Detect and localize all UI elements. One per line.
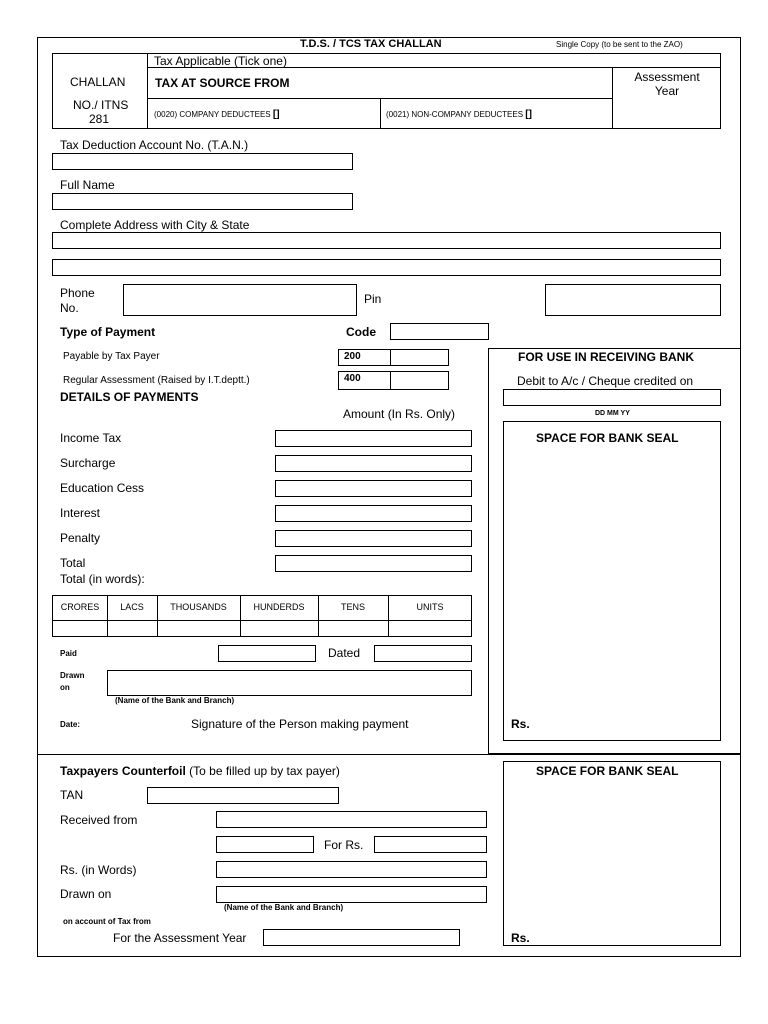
- counterfoil-tan-input[interactable]: [147, 787, 339, 804]
- denomination-header: HUNDERDS: [253, 602, 305, 613]
- code-label: Code: [346, 325, 376, 339]
- counterfoil-assessment-year-input[interactable]: [263, 929, 460, 946]
- counterfoil-bank-seal-box: [503, 761, 721, 946]
- dated-input[interactable]: [374, 645, 472, 662]
- counterfoil-bank-seal-label: SPACE FOR BANK SEAL: [536, 764, 679, 778]
- tax-applicable-label: Tax Applicable (Tick one): [154, 54, 287, 68]
- itns-number: 281: [89, 112, 110, 126]
- total-label: Total: [60, 556, 86, 570]
- counterfoil-tan-label: TAN: [60, 788, 84, 802]
- assessment-year-label: Assessment Year: [634, 70, 700, 98]
- denomination-header: UNITS: [416, 602, 444, 613]
- education-cess-label: Education Cess: [60, 481, 145, 495]
- date-format-label: DD MM YY: [595, 410, 630, 417]
- for-rs-input[interactable]: [374, 836, 487, 853]
- date-label: Date:: [60, 720, 81, 729]
- dated-label: Dated: [328, 646, 361, 660]
- header-divider: [612, 67, 613, 129]
- on-account-label: on account of Tax from: [63, 917, 151, 926]
- company-tick-box[interactable]: []: [272, 109, 280, 120]
- type-of-payment-heading: Type of Payment: [60, 325, 156, 339]
- denomination-header: LACS: [120, 602, 144, 613]
- denomination-header: THOUSANDS: [170, 602, 227, 613]
- received-from-input-line-2[interactable]: [216, 836, 314, 853]
- education-cess-input[interactable]: [275, 480, 472, 497]
- total-input[interactable]: [275, 555, 472, 572]
- interest-label: Interest: [60, 506, 101, 520]
- denomination-header: TENS: [340, 602, 365, 613]
- address-input-line-1[interactable]: [52, 232, 721, 249]
- phone-label: Phone: [60, 286, 95, 300]
- code-200-value: 200: [344, 351, 361, 362]
- itns-label: NO./ ITNS: [73, 98, 129, 112]
- counterfoil-bank-branch-note: (Name of the Bank and Branch): [224, 903, 344, 912]
- income-tax-label: Income Tax: [60, 431, 122, 445]
- header-divider: [380, 98, 381, 129]
- bank-seal-label: SPACE FOR BANK SEAL: [536, 431, 679, 445]
- drawn-on-input[interactable]: [107, 670, 472, 696]
- tan-label: Tax Deduction Account No. (T.A.N.): [60, 138, 249, 152]
- company-deductees-option[interactable]: (0020) COMPANY DEDUCTEES []: [154, 109, 280, 120]
- amount-label: Amount (In Rs. Only): [343, 407, 456, 421]
- bank-rs-label: Rs.: [511, 717, 530, 731]
- received-from-input[interactable]: [216, 811, 487, 828]
- details-heading: DETAILS OF PAYMENTS: [60, 390, 199, 404]
- paid-input[interactable]: [218, 645, 316, 662]
- code-input[interactable]: [390, 323, 489, 340]
- phone-input[interactable]: [123, 284, 357, 316]
- interest-input[interactable]: [275, 505, 472, 522]
- payable-by-taxpayer-label: Payable by Tax Payer: [63, 351, 160, 362]
- total-in-words-label: Total (in words):: [60, 572, 145, 586]
- counterfoil-separator: [37, 754, 741, 755]
- full-name-label: Full Name: [60, 178, 115, 192]
- debit-date-input[interactable]: [503, 389, 721, 406]
- tan-input[interactable]: [52, 153, 353, 170]
- code-divider: [390, 349, 391, 366]
- code-divider: [390, 371, 391, 390]
- surcharge-input[interactable]: [275, 455, 472, 472]
- bank-seal-box: [503, 421, 721, 741]
- denomination-header: CRORES: [60, 602, 100, 613]
- bank-branch-note: (Name of the Bank and Branch): [115, 696, 235, 705]
- table-divider: [52, 620, 472, 621]
- form-title: T.D.S. / TCS TAX CHALLAN: [300, 38, 442, 50]
- drawn-on-label-on: on: [60, 683, 70, 692]
- for-rs-label: For Rs.: [324, 838, 364, 852]
- counterfoil-drawn-on-input[interactable]: [216, 886, 487, 903]
- debit-label: Debit to A/c / Cheque credited on: [517, 374, 694, 388]
- code-400-value: 400: [344, 373, 361, 384]
- pin-label: Pin: [364, 292, 382, 306]
- receiving-bank-heading: FOR USE IN RECEIVING BANK: [518, 350, 695, 364]
- paid-label: Paid: [60, 649, 77, 658]
- non-company-tick-box[interactable]: []: [525, 109, 532, 120]
- rs-in-words-input[interactable]: [216, 861, 487, 878]
- penalty-input[interactable]: [275, 530, 472, 547]
- counterfoil-rs-label: Rs.: [511, 931, 530, 945]
- challan-label: CHALLAN: [70, 75, 126, 89]
- signature-label: Signature of the Person making payment: [191, 717, 409, 731]
- regular-assessment-label: Regular Assessment (Raised by I.T.deptt.): [63, 375, 250, 386]
- income-tax-input[interactable]: [275, 430, 472, 447]
- phone-label-no: No.: [60, 301, 79, 315]
- drawn-on-label: Drawn: [60, 671, 85, 680]
- surcharge-label: Surcharge: [60, 456, 116, 470]
- rs-in-words-label: Rs. (in Words): [60, 863, 137, 877]
- tax-at-source-label: TAX AT SOURCE FROM: [155, 76, 290, 90]
- address-label: Complete Address with City & State: [60, 218, 250, 232]
- penalty-label: Penalty: [60, 531, 101, 545]
- counterfoil-drawn-on-label: Drawn on: [60, 887, 112, 901]
- full-name-input[interactable]: [52, 193, 353, 210]
- copy-note: Single Copy (to be sent to the ZAO): [556, 40, 683, 49]
- received-from-label: Received from: [60, 813, 138, 827]
- pin-input[interactable]: [545, 284, 721, 316]
- counterfoil-assessment-year-label: For the Assessment Year: [113, 931, 247, 945]
- non-company-deductees-option[interactable]: (0021) NON-COMPANY DEDUCTEES []: [386, 109, 532, 120]
- address-input-line-2[interactable]: [52, 259, 721, 276]
- counterfoil-heading: Taxpayers Counterfoil (To be filled up by tax payer): [60, 764, 340, 778]
